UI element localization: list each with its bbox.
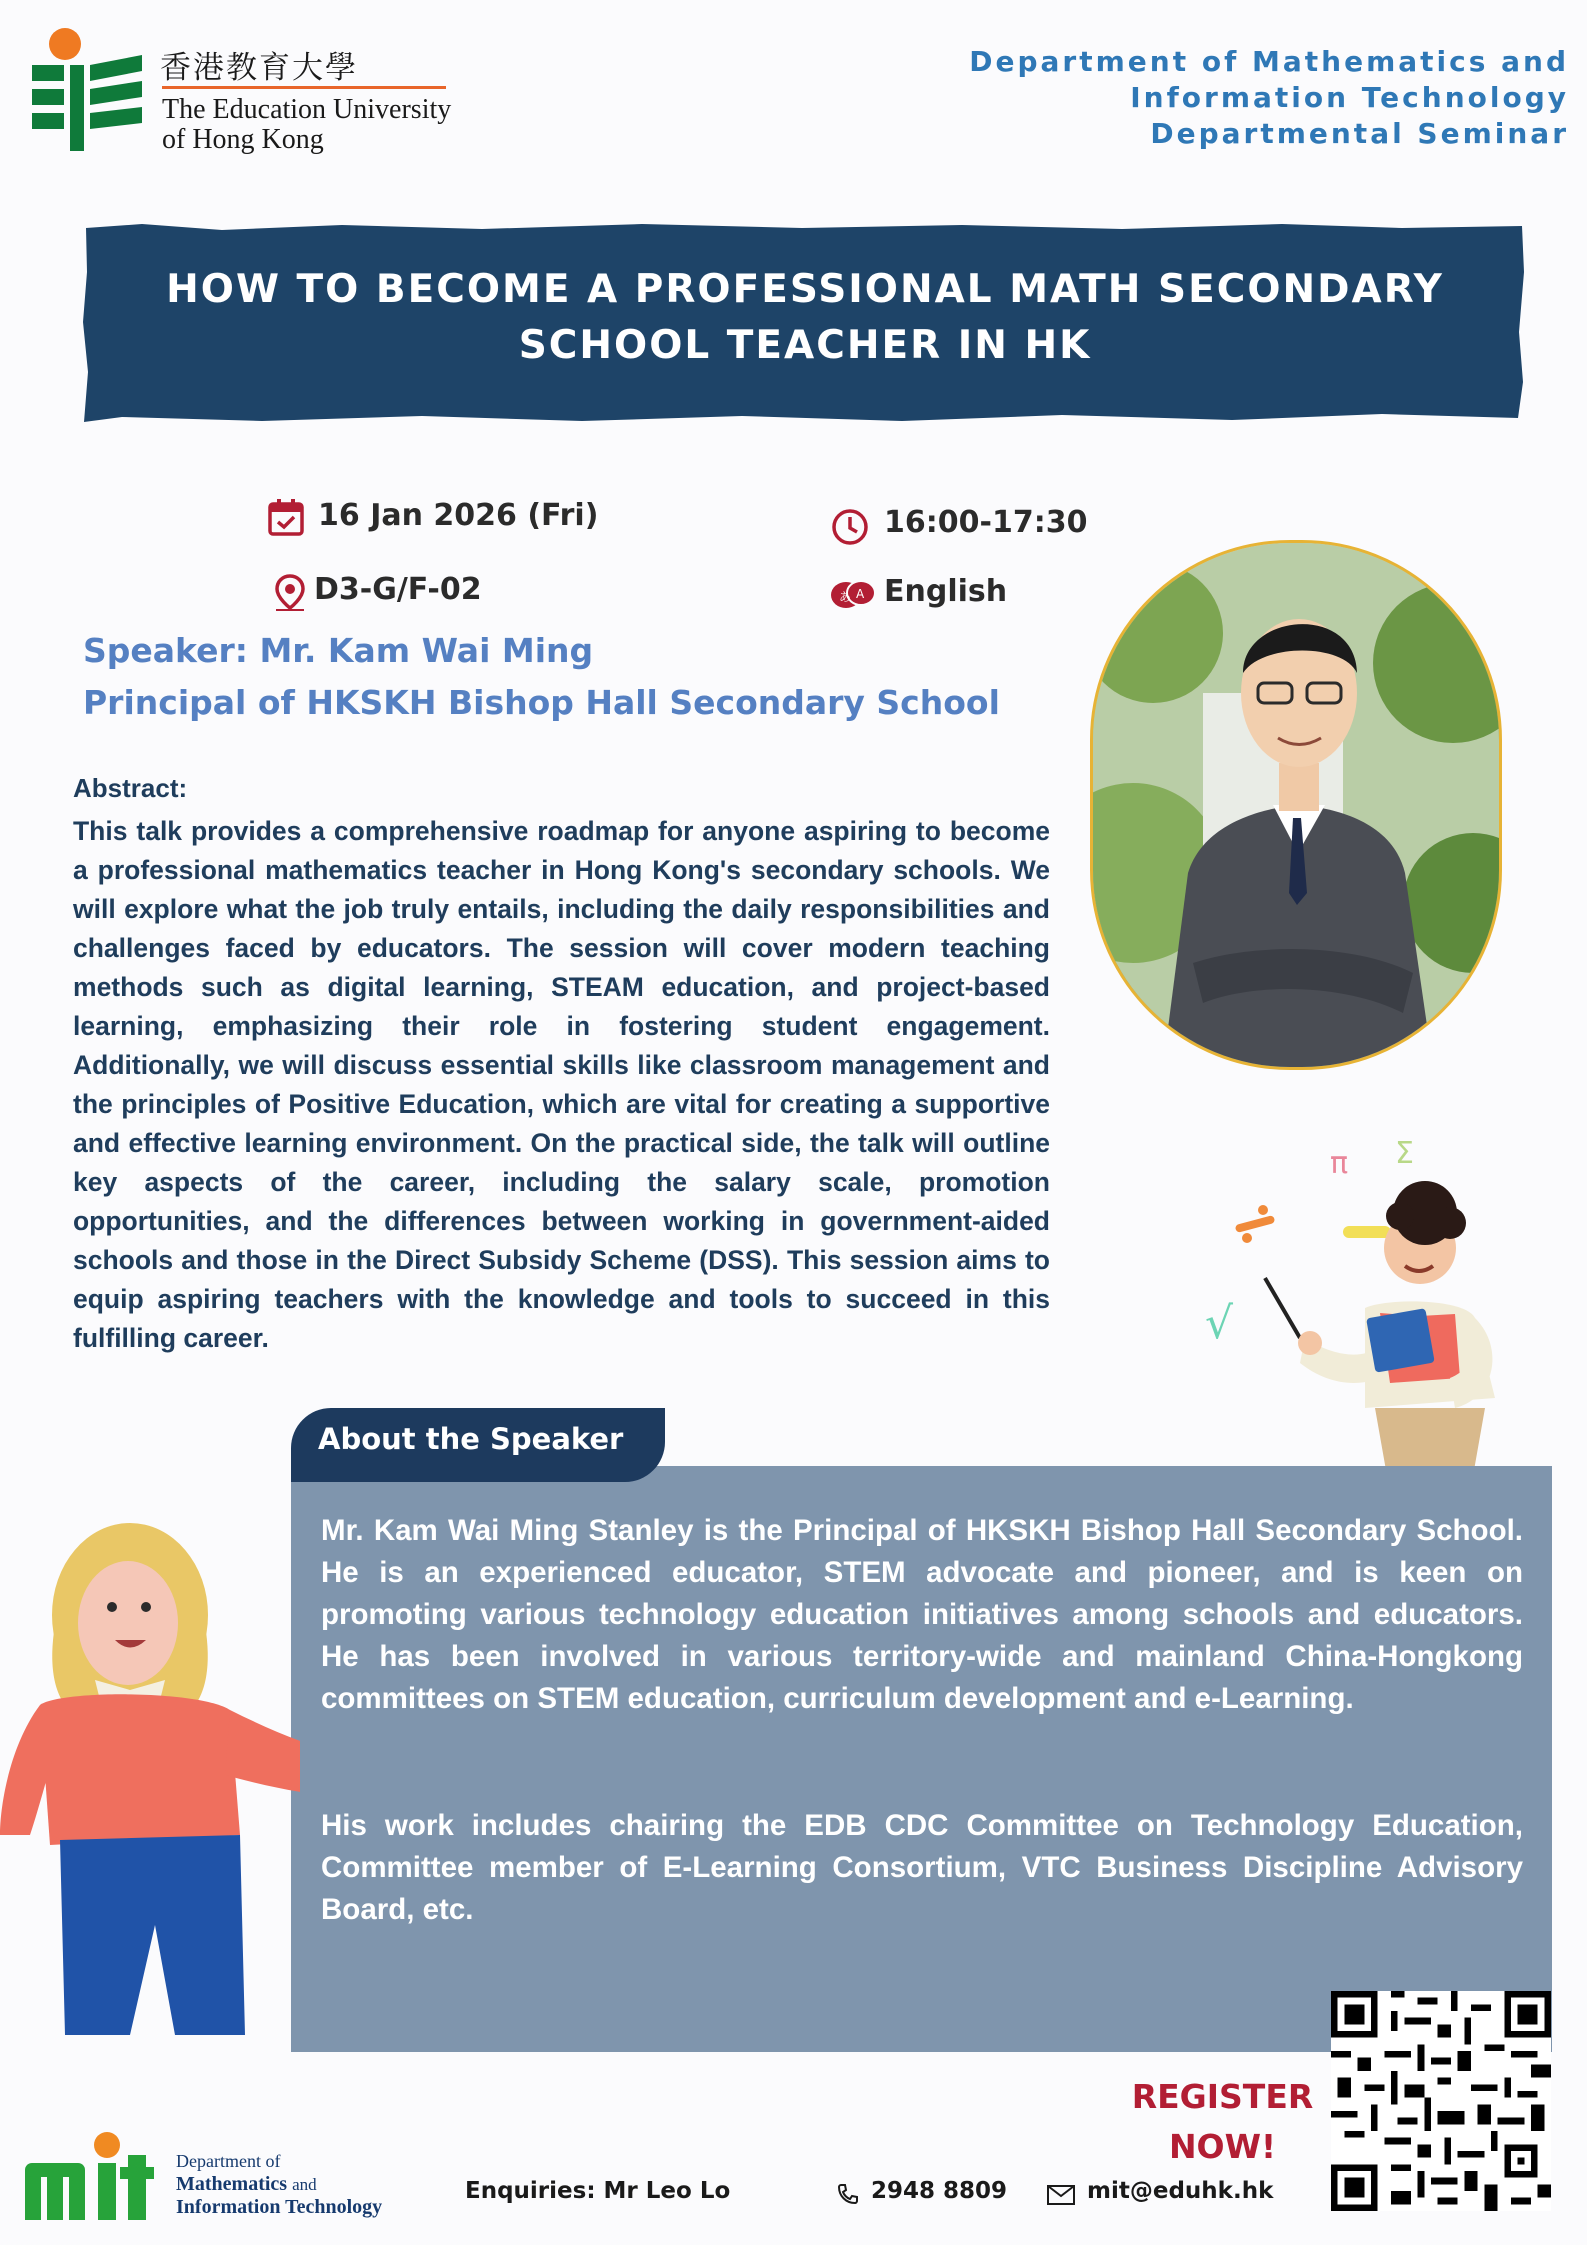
abstract-heading: Abstract: [73, 773, 188, 803]
register-line1: REGISTER [1131, 2077, 1314, 2116]
event-date: 16 Jan 2026 (Fri) [318, 498, 599, 533]
math-symbol-sigma: Σ [1395, 1138, 1414, 1171]
svg-text:A: A [856, 587, 865, 601]
math-symbol-divide [1235, 1205, 1276, 1243]
logo-english-name-line1: The Education University [162, 94, 452, 125]
mit-line2: Mathematics and [176, 2173, 317, 2195]
seminar-title-line1: HOW TO BECOME A PROFESSIONAL MATH SECONDARY [166, 267, 1444, 312]
speaker-portrait-illustration [1093, 543, 1499, 1067]
logo-chinese-name: 香港教育大學 [160, 50, 358, 86]
mit-department-name [176, 2150, 382, 2219]
email-link[interactable]: mit@eduhk.hk [1087, 2178, 1274, 2204]
event-time: 16:00-17:30 [884, 505, 1088, 540]
about-speaker-paragraph-1: Mr. Kam Wai Ming Stanley is the Principal of HKSKH Bishop Hall Secondary School. He is an experienced educator, STEM advocate and pioneer, and is keen on promoting various technology education initiatives among schools and educators. He has been involved in various territory-wide and mainland China-Hongkong committees on STEM education, curriculum development and e-Learning. [321, 1514, 1523, 1715]
calendar-icon [266, 497, 306, 537]
clock-icon [830, 507, 870, 547]
math-symbol-pi: π [1330, 1146, 1349, 1181]
about-speaker-paragraph-2: His work includes chairing the EDB CDC Committee on Technology Education, Committee member of E-Learning Consortium, VTC Business Discipline Advisory Board, etc. [321, 1809, 1523, 1926]
speaker-name: Speaker: Mr. Kam Wai Ming [83, 631, 594, 670]
register-line2: NOW! [1168, 2127, 1277, 2166]
eduhk-logo-icon [30, 25, 145, 153]
email-icon [1047, 2185, 1075, 2205]
register-now-callout[interactable] [1130, 2072, 1315, 2172]
seminar-title [82, 262, 1528, 374]
event-language: English [884, 574, 1008, 609]
logo-english-name-line2: of Hong Kong [162, 124, 324, 155]
svg-text:あ: あ [839, 590, 852, 604]
abstract-body: This talk provides a comprehensive roadmap for anyone aspiring to become a professional mathematics teacher in Hong Kong's secondary schools. We will explore what the job truly entails, including the daily responsibilities and challenges faced by educators. The session will cover modern teaching methods such as digital learning, STEAM education, and project-based learning, emphasizing their role in fostering student engagement. Additionally, we will discuss essential skills like classroom management and the principles of Positive Education, which are vital for creating a supportive and effective learning environment. On the practical side, the talk will outline key aspects of the career, including the salary scale, promotion opportunities, and the differences between working in government-aided schools and those in the Direct Subsidy Scheme (DSS). This session aims to equip aspiring teachers with the knowledge and tools to succeed in this fulfilling career. [73, 816, 1050, 1353]
seminar-label: Departmental Seminar [1150, 117, 1569, 150]
mit-line3: Information Technology [176, 2196, 383, 2218]
about-speaker-heading: About the Speaker [318, 1422, 624, 1456]
enquiries-contact: Enquiries: Mr Leo Lo [465, 2178, 731, 2204]
department-line1: Department of Mathematics and [969, 45, 1569, 78]
mit-line1: Department of [176, 2151, 281, 2171]
seminar-title-line2: SCHOOL TEACHER IN HK [518, 323, 1092, 368]
math-symbol-root: √ [1205, 1298, 1234, 1349]
department-line2: Information Technology [1130, 81, 1569, 114]
speaker-photo [1090, 540, 1502, 1070]
location-pin-icon [270, 572, 310, 612]
phone-icon [836, 2182, 860, 2206]
mit-logo-icon [20, 2125, 180, 2220]
event-venue: D3-G/F-02 [314, 572, 482, 607]
registration-qr-code[interactable] [1331, 1991, 1551, 2211]
phone-number[interactable]: 2948 8809 [871, 2178, 1008, 2204]
student-illustration [0, 1505, 300, 2035]
math-symbol-minus [1343, 1226, 1391, 1238]
speaker-role: Principal of HKSKH Bishop Hall Secondary School [83, 683, 1000, 722]
logo-divider [162, 86, 446, 89]
department-header [929, 44, 1569, 152]
translate-icon [829, 575, 877, 615]
